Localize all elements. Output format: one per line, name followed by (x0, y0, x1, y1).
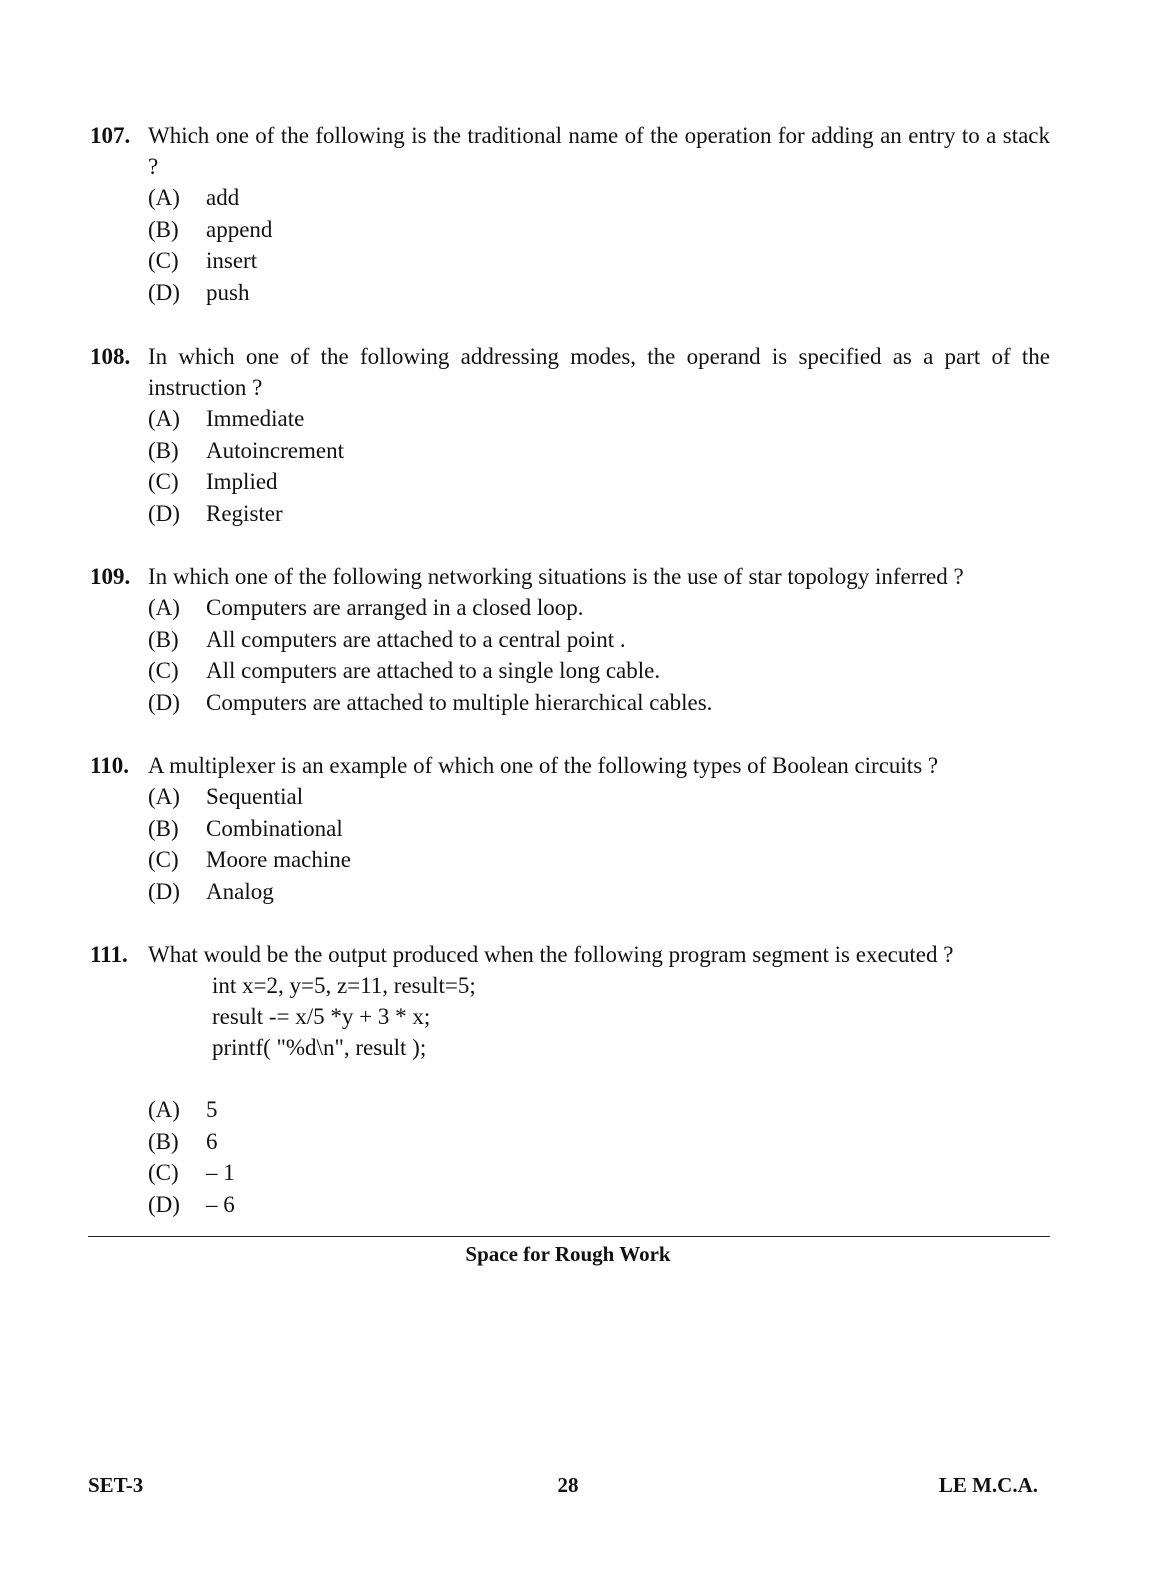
option-text: – 6 (206, 1191, 235, 1217)
option-c (148, 844, 1050, 876)
option-text: – 1 (206, 1160, 235, 1186)
option-b (148, 624, 1050, 656)
option-label: (D) (148, 500, 180, 526)
option-text: insert (206, 248, 258, 274)
question-text: What would be the output produced when the following program segment is executed ? (148, 942, 954, 967)
question-107 (90, 120, 1050, 308)
option-a (148, 781, 1050, 813)
question-109 (90, 561, 1050, 718)
option-text: push (206, 279, 250, 305)
code-line: int x=2, y=5, z=11, result=5; (212, 973, 476, 998)
question-number: 111. (90, 942, 128, 967)
footer-page-number: 28 (557, 1473, 579, 1497)
option-label: (C) (148, 658, 179, 684)
rough-work-divider (88, 1236, 1050, 1237)
option-label: (B) (148, 815, 179, 841)
question-text: Which one of the following is the traditional name of the operation for adding an entry to a stack ? (148, 123, 1050, 179)
option-label: (A) (148, 784, 180, 809)
option-d (148, 498, 1050, 530)
option-text: append (206, 216, 273, 242)
code-line: printf( "%d\n", result ); (212, 1035, 427, 1060)
code-segment (212, 970, 1050, 1063)
question-108 (90, 341, 1050, 529)
option-text: add (206, 185, 240, 210)
option-d (148, 876, 1050, 908)
option-label: (A) (148, 1097, 180, 1122)
option-b (148, 435, 1050, 467)
question-number: 108. (90, 344, 131, 369)
option-d (148, 687, 1050, 719)
code-line: result -= x/5 *y + 3 * x; (212, 1004, 431, 1029)
option-a (148, 403, 1050, 435)
option-label: (B) (148, 216, 179, 242)
option-b (148, 214, 1050, 246)
question-111 (90, 939, 1050, 1220)
option-label: (D) (148, 878, 180, 904)
option-c (148, 245, 1050, 277)
question-text: In which one of the following addressing modes, the operand is specified as a part of the instruction ? (148, 344, 1050, 400)
option-text: All computers are attached to a central point . (206, 626, 626, 652)
option-label: (A) (148, 406, 180, 431)
option-text: Moore machine (206, 847, 351, 873)
option-label: (C) (148, 469, 179, 495)
option-d (148, 277, 1050, 309)
option-text: Computers are arranged in a closed loop. (206, 595, 584, 620)
option-text: Sequential (206, 784, 304, 809)
option-a (148, 592, 1050, 624)
option-c (148, 655, 1050, 687)
option-text: Implied (206, 469, 278, 495)
option-label: (A) (148, 595, 180, 620)
option-b (148, 813, 1050, 845)
option-label: (D) (148, 279, 180, 305)
option-label: (C) (148, 847, 179, 873)
option-a (148, 1094, 1050, 1126)
question-text: In which one of the following networking situations is the use of star topology inferred ? (148, 564, 964, 589)
option-text: All computers are attached to a single long cable. (206, 658, 661, 684)
option-label: (D) (148, 689, 180, 715)
option-c (148, 466, 1050, 498)
option-d (148, 1189, 1050, 1221)
option-a (148, 182, 1050, 214)
question-number: 109. (90, 564, 131, 589)
option-label: (D) (148, 1191, 180, 1217)
option-label: (B) (148, 437, 179, 463)
option-label: (A) (148, 185, 180, 210)
option-text: Analog (206, 878, 274, 904)
footer-set-code: SET-3 (88, 1473, 144, 1497)
question-text: A multiplexer is an example of which one of the following types of Boolean circuits ? (148, 753, 939, 778)
question-number: 107. (90, 123, 131, 148)
option-text: Register (206, 500, 283, 526)
option-text: Computers are attached to multiple hierarchical cables. (206, 689, 713, 715)
options-list (90, 1094, 1050, 1220)
question-110 (90, 750, 1050, 907)
option-label: (C) (148, 248, 179, 274)
option-b (148, 1126, 1050, 1158)
option-text: 5 (206, 1097, 218, 1122)
option-c (148, 1157, 1050, 1189)
option-label: (B) (148, 1128, 179, 1154)
question-number: 110. (90, 753, 129, 778)
option-label: (C) (148, 1160, 179, 1186)
footer-exam-name: LE M.C.A. (938, 1473, 1038, 1497)
option-text: Autoincrement (206, 437, 344, 463)
option-text: Immediate (206, 406, 305, 431)
option-text: 6 (206, 1128, 218, 1154)
option-label: (B) (148, 626, 179, 652)
option-text: Combinational (206, 815, 343, 841)
rough-work-label: Space for Rough Work (465, 1242, 671, 1266)
